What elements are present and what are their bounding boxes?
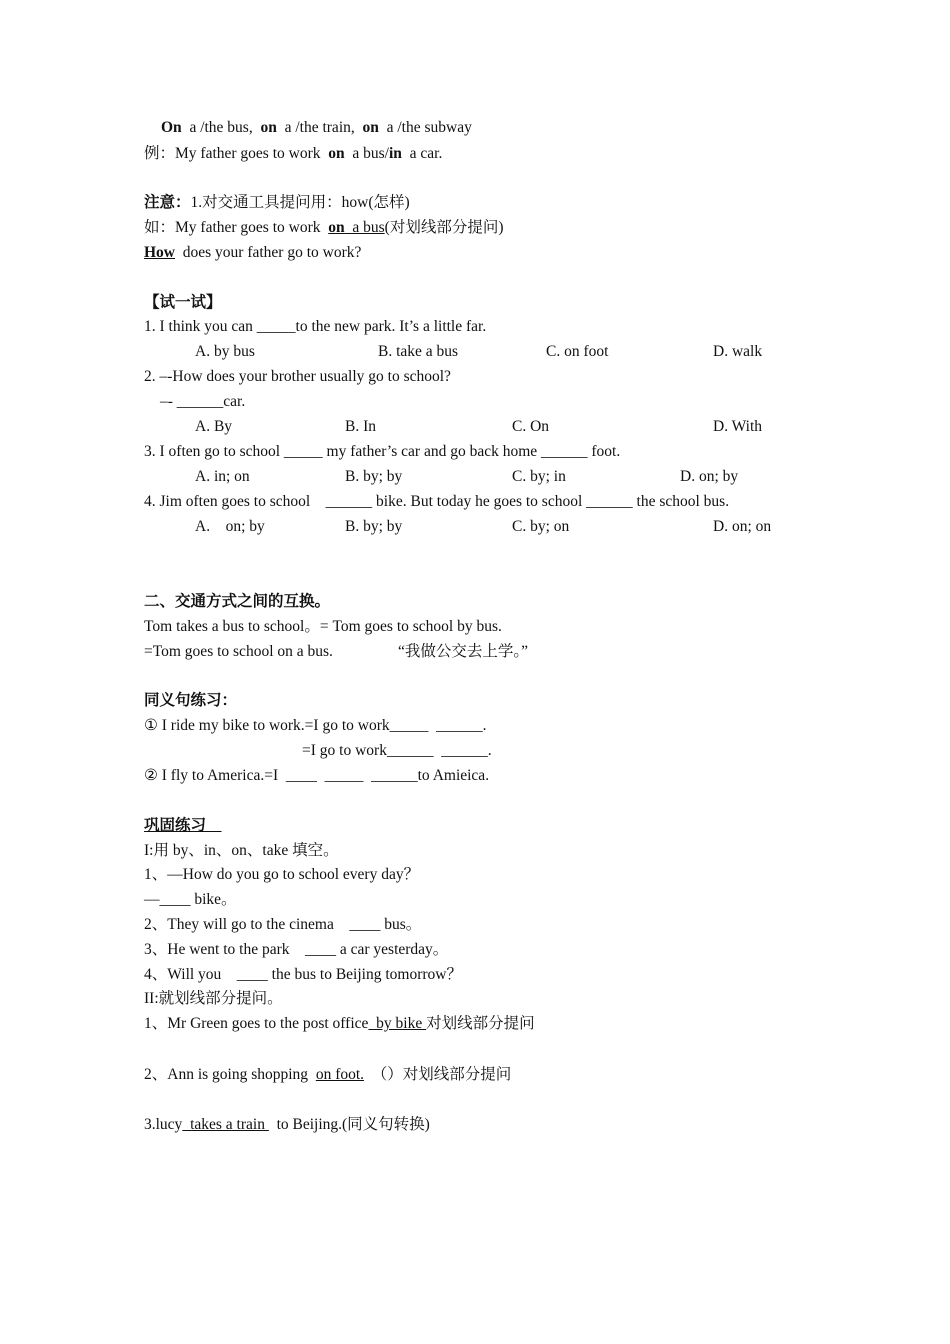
- synonym-2: ② I fly to America.=I ____ _____ ______to Amieica.: [144, 767, 490, 784]
- note-ex-pre: 如：My father goes to work: [144, 219, 329, 236]
- note-text: 1.对交通工具提问用：how(怎样): [190, 194, 410, 211]
- example-line: [144, 144, 442, 164]
- kw-on-3: on: [362, 119, 379, 136]
- q1-text: 1. I think you can _____to the new park. It’s a little far.: [144, 318, 487, 335]
- note-ex-on: on: [328, 219, 345, 236]
- cons-q2: [144, 1065, 511, 1085]
- note-underlined: [328, 219, 384, 236]
- ex-pre: 例：My father goes to work: [144, 145, 329, 162]
- q3-text: 3. I often go to school _____ my father’s car and go back home ______ foot.: [144, 443, 621, 460]
- q3-option-a: A. in; on: [195, 468, 250, 485]
- q3-option-b: B. by; by: [345, 468, 403, 485]
- cons-q1-post: 对划线部分提问: [426, 1015, 535, 1032]
- synonym-1b: =I go to work______ ______.: [302, 742, 492, 759]
- synonym-heading: 同义句练习：: [144, 692, 238, 709]
- cons-item1-answer: —____ bike。: [144, 891, 237, 908]
- q1-option-b: B. take a bus: [378, 343, 459, 360]
- kw-on-1: On: [161, 119, 182, 136]
- ex-mid: a bus/: [344, 145, 389, 162]
- cons-item1: 1、—How do you go to school every day？: [144, 866, 420, 883]
- q2-text: 2. –-How does your brother usually go to school?: [144, 368, 451, 385]
- q1-option-d: D. walk: [713, 343, 763, 360]
- txt-3: a /the subway: [378, 119, 472, 136]
- cons-q1-pre: 1、Mr Green goes to the post office: [144, 1015, 369, 1032]
- cons-part1-title: I:用 by、in、on、take 填空。: [144, 842, 339, 859]
- consolidation-heading: 巩固练习: [144, 817, 222, 834]
- cons-part2-title: II:就划线部分提问。: [144, 990, 283, 1007]
- q1-option-a: A. by bus: [195, 343, 255, 360]
- sec2-line2: =Tom goes to school on a bus.: [144, 643, 333, 660]
- txt-2: a /the train,: [276, 119, 363, 136]
- sec2-line1: Tom takes a bus to school。= Tom goes to school by bus.: [144, 618, 502, 635]
- sec2-quote: “我做公交去上学。”: [398, 643, 529, 660]
- cons-q3: [144, 1115, 430, 1135]
- note-ex-bus: a bus: [344, 219, 385, 236]
- cons-item3: 3、He went to the park ____ a car yesterday。: [144, 941, 449, 958]
- q2-option-c: C. On: [512, 418, 550, 435]
- cons-q3-post: to Beijing.(同义句转换): [268, 1116, 430, 1133]
- q2-answer-line: –- ______car.: [160, 393, 246, 410]
- cons-q2-pre: 2、Ann is going shopping: [144, 1066, 316, 1083]
- q4-option-a: A. on; by: [195, 518, 265, 535]
- note-how-rest: does your father go to work?: [175, 244, 362, 261]
- q1-option-c: C. on foot: [546, 343, 609, 360]
- cons-q3-pre: 3.lucy: [144, 1116, 183, 1133]
- kw-on-2: on: [260, 119, 277, 136]
- note-ex-post: (对划线部分提问): [384, 219, 504, 236]
- cons-q1: [144, 1014, 535, 1034]
- cons-item4: 4、Will you ____ the bus to Beijing tomorrow？: [144, 966, 462, 983]
- cons-q2-post: （）对划线部分提问: [364, 1066, 512, 1083]
- ex-in: in: [388, 145, 402, 162]
- q3-option-c: C. by; in: [512, 468, 566, 485]
- cons-item2: 2、They will go to the cinema ____ bus。: [144, 916, 422, 933]
- cons-q3-underline: takes a train: [182, 1116, 269, 1133]
- prep-line: [161, 118, 472, 138]
- note-answer: [144, 243, 361, 263]
- cons-q1-underline: by bike: [368, 1015, 427, 1032]
- section2-heading: 二、交通方式之间的互换。: [144, 593, 331, 610]
- ex-post: a car.: [401, 145, 443, 162]
- q4-option-c: C. by; on: [512, 518, 570, 535]
- cons-q2-underline: on foot.: [315, 1066, 365, 1083]
- try-heading: 【试一试】: [144, 294, 222, 311]
- q3-option-d: D. on; by: [680, 468, 739, 485]
- txt-1: a /the bus,: [181, 119, 261, 136]
- q4-text: 4. Jim often goes to school ______ bike. But today he goes to school ______ the school bus.: [144, 493, 730, 510]
- q4-option-b: B. by; by: [345, 518, 403, 535]
- q2-option-d: D. With: [713, 418, 763, 435]
- ex-on: on: [328, 145, 345, 162]
- q2-option-b: B. In: [345, 418, 376, 435]
- note-example: [144, 218, 504, 238]
- note-line: [144, 193, 410, 213]
- note-how: How: [144, 244, 175, 261]
- note-label: 注意：: [144, 194, 191, 211]
- q4-option-d: D. on; on: [713, 518, 772, 535]
- q2-option-a: A. By: [195, 418, 233, 435]
- synonym-1: ① I ride my bike to work.=I go to work_____ ______.: [144, 717, 487, 734]
